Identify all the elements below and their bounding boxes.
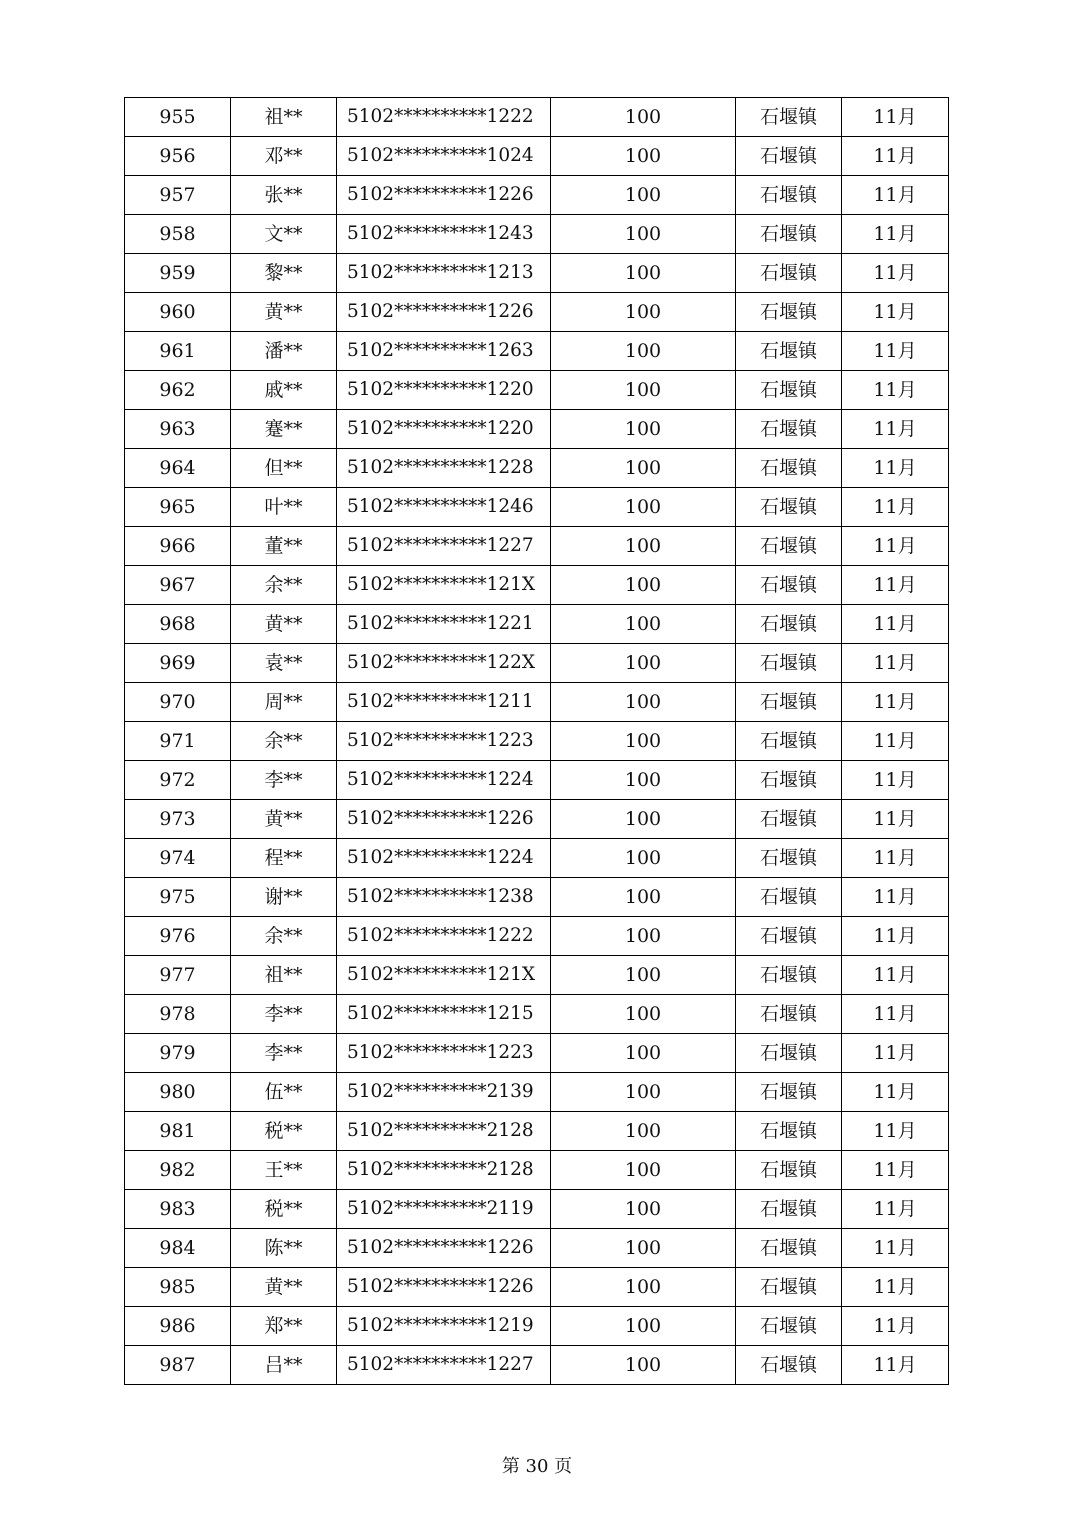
cell-amount: 100 [551, 527, 736, 566]
cell-name: 蹇** [231, 410, 337, 449]
cell-name: 叶** [231, 488, 337, 527]
table-row [125, 488, 949, 527]
cell-name: 税** [231, 1190, 337, 1229]
cell-name: 税** [231, 1112, 337, 1151]
cell-town: 石堰镇 [736, 995, 842, 1034]
cell-town: 石堰镇 [736, 878, 842, 917]
cell-month: 11月 [842, 761, 949, 800]
table-row [125, 722, 949, 761]
table-row [125, 1112, 949, 1151]
cell-amount: 100 [551, 1190, 736, 1229]
cell-id-number: 5102**********1220 [337, 371, 551, 410]
cell-month: 11月 [842, 1346, 949, 1385]
cell-amount: 100 [551, 410, 736, 449]
table-row [125, 293, 949, 332]
table-row [125, 1229, 949, 1268]
cell-town: 石堰镇 [736, 527, 842, 566]
cell-name: 祖** [231, 98, 337, 137]
cell-name: 戚** [231, 371, 337, 410]
cell-month: 11月 [842, 527, 949, 566]
cell-serial-number: 979 [125, 1034, 231, 1073]
cell-name: 张** [231, 176, 337, 215]
cell-id-number: 5102**********1223 [337, 722, 551, 761]
cell-month: 11月 [842, 215, 949, 254]
cell-month: 11月 [842, 176, 949, 215]
table-row [125, 176, 949, 215]
cell-amount: 100 [551, 98, 736, 137]
table-row [125, 917, 949, 956]
cell-town: 石堰镇 [736, 839, 842, 878]
cell-name: 邓** [231, 137, 337, 176]
cell-serial-number: 960 [125, 293, 231, 332]
cell-amount: 100 [551, 800, 736, 839]
cell-month: 11月 [842, 644, 949, 683]
cell-serial-number: 959 [125, 254, 231, 293]
cell-id-number: 5102**********121X [337, 956, 551, 995]
cell-town: 石堰镇 [736, 1190, 842, 1229]
table-row [125, 683, 949, 722]
cell-serial-number: 972 [125, 761, 231, 800]
table-row [125, 98, 949, 137]
cell-id-number: 5102**********2128 [337, 1151, 551, 1190]
cell-serial-number: 970 [125, 683, 231, 722]
cell-name: 黄** [231, 800, 337, 839]
cell-id-number: 5102**********1226 [337, 1229, 551, 1268]
cell-name: 董** [231, 527, 337, 566]
cell-month: 11月 [842, 917, 949, 956]
cell-serial-number: 977 [125, 956, 231, 995]
cell-amount: 100 [551, 683, 736, 722]
cell-month: 11月 [842, 878, 949, 917]
table-row [125, 605, 949, 644]
cell-serial-number: 963 [125, 410, 231, 449]
cell-serial-number: 955 [125, 98, 231, 137]
table-row [125, 839, 949, 878]
cell-id-number: 5102**********1213 [337, 254, 551, 293]
cell-serial-number: 978 [125, 995, 231, 1034]
cell-id-number: 5102**********1221 [337, 605, 551, 644]
table-row [125, 527, 949, 566]
cell-month: 11月 [842, 1151, 949, 1190]
cell-name: 谢** [231, 878, 337, 917]
cell-amount: 100 [551, 761, 736, 800]
cell-month: 11月 [842, 1268, 949, 1307]
cell-serial-number: 967 [125, 566, 231, 605]
cell-town: 石堰镇 [736, 1307, 842, 1346]
cell-serial-number: 987 [125, 1346, 231, 1385]
table-row [125, 761, 949, 800]
cell-town: 石堰镇 [736, 605, 842, 644]
cell-name: 陈** [231, 1229, 337, 1268]
cell-name: 黄** [231, 293, 337, 332]
cell-town: 石堰镇 [736, 1268, 842, 1307]
cell-id-number: 5102**********1226 [337, 293, 551, 332]
roster-table [124, 97, 949, 1385]
cell-serial-number: 964 [125, 449, 231, 488]
cell-amount: 100 [551, 566, 736, 605]
cell-id-number: 5102**********1224 [337, 761, 551, 800]
cell-id-number: 5102**********1243 [337, 215, 551, 254]
cell-town: 石堰镇 [736, 1112, 842, 1151]
cell-id-number: 5102**********1211 [337, 683, 551, 722]
cell-amount: 100 [551, 137, 736, 176]
cell-serial-number: 974 [125, 839, 231, 878]
cell-serial-number: 962 [125, 371, 231, 410]
cell-town: 石堰镇 [736, 371, 842, 410]
cell-town: 石堰镇 [736, 644, 842, 683]
cell-month: 11月 [842, 410, 949, 449]
cell-id-number: 5102**********1223 [337, 1034, 551, 1073]
table-row [125, 449, 949, 488]
cell-amount: 100 [551, 1034, 736, 1073]
cell-id-number: 5102**********1222 [337, 917, 551, 956]
cell-month: 11月 [842, 1034, 949, 1073]
cell-month: 11月 [842, 98, 949, 137]
cell-name: 余** [231, 566, 337, 605]
cell-name: 文** [231, 215, 337, 254]
cell-id-number: 5102**********1238 [337, 878, 551, 917]
cell-month: 11月 [842, 566, 949, 605]
cell-town: 石堰镇 [736, 1073, 842, 1112]
cell-month: 11月 [842, 371, 949, 410]
page-number-footer: 第 30 页 [501, 1456, 573, 1477]
cell-amount: 100 [551, 488, 736, 527]
table-row [125, 1307, 949, 1346]
cell-amount: 100 [551, 1346, 736, 1385]
cell-month: 11月 [842, 1190, 949, 1229]
cell-town: 石堰镇 [736, 1346, 842, 1385]
cell-month: 11月 [842, 683, 949, 722]
cell-amount: 100 [551, 293, 736, 332]
cell-name: 袁** [231, 644, 337, 683]
table-row [125, 332, 949, 371]
cell-amount: 100 [551, 917, 736, 956]
cell-month: 11月 [842, 1229, 949, 1268]
table-row [125, 566, 949, 605]
cell-town: 石堰镇 [736, 1229, 842, 1268]
cell-town: 石堰镇 [736, 917, 842, 956]
cell-serial-number: 957 [125, 176, 231, 215]
cell-id-number: 5102**********1219 [337, 1307, 551, 1346]
table-row [125, 137, 949, 176]
cell-month: 11月 [842, 1112, 949, 1151]
table-row [125, 1073, 949, 1112]
cell-town: 石堰镇 [736, 410, 842, 449]
cell-id-number: 5102**********1215 [337, 995, 551, 1034]
cell-serial-number: 984 [125, 1229, 231, 1268]
cell-amount: 100 [551, 995, 736, 1034]
cell-id-number: 5102**********2119 [337, 1190, 551, 1229]
cell-name: 周** [231, 683, 337, 722]
cell-amount: 100 [551, 1151, 736, 1190]
cell-id-number: 5102**********1226 [337, 1268, 551, 1307]
cell-town: 石堰镇 [736, 332, 842, 371]
cell-month: 11月 [842, 1073, 949, 1112]
cell-amount: 100 [551, 1073, 736, 1112]
cell-id-number: 5102**********1222 [337, 98, 551, 137]
cell-name: 余** [231, 917, 337, 956]
cell-town: 石堰镇 [736, 254, 842, 293]
cell-serial-number: 969 [125, 644, 231, 683]
cell-amount: 100 [551, 371, 736, 410]
cell-town: 石堰镇 [736, 566, 842, 605]
cell-serial-number: 976 [125, 917, 231, 956]
roster-table-body [125, 98, 949, 1385]
cell-name: 李** [231, 1034, 337, 1073]
cell-amount: 100 [551, 1268, 736, 1307]
cell-amount: 100 [551, 332, 736, 371]
cell-serial-number: 982 [125, 1151, 231, 1190]
cell-id-number: 5102**********1220 [337, 410, 551, 449]
cell-id-number: 5102**********1263 [337, 332, 551, 371]
cell-name: 李** [231, 995, 337, 1034]
cell-amount: 100 [551, 956, 736, 995]
cell-id-number: 5102**********1224 [337, 839, 551, 878]
cell-name: 但** [231, 449, 337, 488]
cell-town: 石堰镇 [736, 488, 842, 527]
table-row [125, 800, 949, 839]
table-row [125, 1151, 949, 1190]
cell-id-number: 5102**********122X [337, 644, 551, 683]
cell-name: 黄** [231, 605, 337, 644]
cell-amount: 100 [551, 605, 736, 644]
cell-name: 黎** [231, 254, 337, 293]
cell-serial-number: 971 [125, 722, 231, 761]
cell-month: 11月 [842, 800, 949, 839]
cell-month: 11月 [842, 293, 949, 332]
cell-amount: 100 [551, 1112, 736, 1151]
cell-serial-number: 966 [125, 527, 231, 566]
cell-serial-number: 973 [125, 800, 231, 839]
cell-id-number: 5102**********1024 [337, 137, 551, 176]
cell-month: 11月 [842, 449, 949, 488]
cell-town: 石堰镇 [736, 800, 842, 839]
cell-amount: 100 [551, 1307, 736, 1346]
cell-id-number: 5102**********121X [337, 566, 551, 605]
table-row [125, 995, 949, 1034]
cell-id-number: 5102**********1226 [337, 176, 551, 215]
cell-serial-number: 956 [125, 137, 231, 176]
cell-serial-number: 961 [125, 332, 231, 371]
table-row [125, 1190, 949, 1229]
cell-town: 石堰镇 [736, 137, 842, 176]
cell-name: 祖** [231, 956, 337, 995]
cell-town: 石堰镇 [736, 761, 842, 800]
cell-town: 石堰镇 [736, 1034, 842, 1073]
cell-amount: 100 [551, 176, 736, 215]
cell-id-number: 5102**********1227 [337, 1346, 551, 1385]
cell-serial-number: 983 [125, 1190, 231, 1229]
cell-serial-number: 968 [125, 605, 231, 644]
cell-month: 11月 [842, 137, 949, 176]
cell-name: 程** [231, 839, 337, 878]
cell-month: 11月 [842, 254, 949, 293]
table-row [125, 410, 949, 449]
cell-town: 石堰镇 [736, 176, 842, 215]
cell-town: 石堰镇 [736, 215, 842, 254]
cell-serial-number: 958 [125, 215, 231, 254]
cell-amount: 100 [551, 254, 736, 293]
table-row [125, 1268, 949, 1307]
table-row [125, 254, 949, 293]
cell-id-number: 5102**********1228 [337, 449, 551, 488]
cell-name: 黄** [231, 1268, 337, 1307]
cell-serial-number: 965 [125, 488, 231, 527]
cell-id-number: 5102**********2139 [337, 1073, 551, 1112]
cell-month: 11月 [842, 488, 949, 527]
cell-name: 郑** [231, 1307, 337, 1346]
cell-amount: 100 [551, 839, 736, 878]
cell-serial-number: 981 [125, 1112, 231, 1151]
cell-town: 石堰镇 [736, 293, 842, 332]
cell-serial-number: 985 [125, 1268, 231, 1307]
cell-month: 11月 [842, 995, 949, 1034]
cell-town: 石堰镇 [736, 956, 842, 995]
cell-town: 石堰镇 [736, 1151, 842, 1190]
table-row [125, 956, 949, 995]
cell-id-number: 5102**********1227 [337, 527, 551, 566]
cell-name: 潘** [231, 332, 337, 371]
cell-name: 余** [231, 722, 337, 761]
cell-amount: 100 [551, 1229, 736, 1268]
cell-name: 王** [231, 1151, 337, 1190]
table-row [125, 1346, 949, 1385]
cell-id-number: 5102**********2128 [337, 1112, 551, 1151]
cell-month: 11月 [842, 1307, 949, 1346]
cell-amount: 100 [551, 878, 736, 917]
cell-town: 石堰镇 [736, 722, 842, 761]
table-row [125, 371, 949, 410]
table-row [125, 1034, 949, 1073]
cell-amount: 100 [551, 449, 736, 488]
cell-month: 11月 [842, 722, 949, 761]
cell-amount: 100 [551, 215, 736, 254]
cell-name: 伍** [231, 1073, 337, 1112]
cell-town: 石堰镇 [736, 98, 842, 137]
cell-serial-number: 980 [125, 1073, 231, 1112]
table-row [125, 215, 949, 254]
table-row [125, 878, 949, 917]
cell-month: 11月 [842, 332, 949, 371]
cell-serial-number: 975 [125, 878, 231, 917]
cell-serial-number: 986 [125, 1307, 231, 1346]
table-row [125, 644, 949, 683]
cell-id-number: 5102**********1246 [337, 488, 551, 527]
cell-month: 11月 [842, 605, 949, 644]
cell-month: 11月 [842, 839, 949, 878]
cell-month: 11月 [842, 956, 949, 995]
cell-amount: 100 [551, 644, 736, 683]
cell-id-number: 5102**********1226 [337, 800, 551, 839]
cell-town: 石堰镇 [736, 449, 842, 488]
cell-name: 李** [231, 761, 337, 800]
cell-amount: 100 [551, 722, 736, 761]
cell-name: 吕** [231, 1346, 337, 1385]
cell-town: 石堰镇 [736, 683, 842, 722]
